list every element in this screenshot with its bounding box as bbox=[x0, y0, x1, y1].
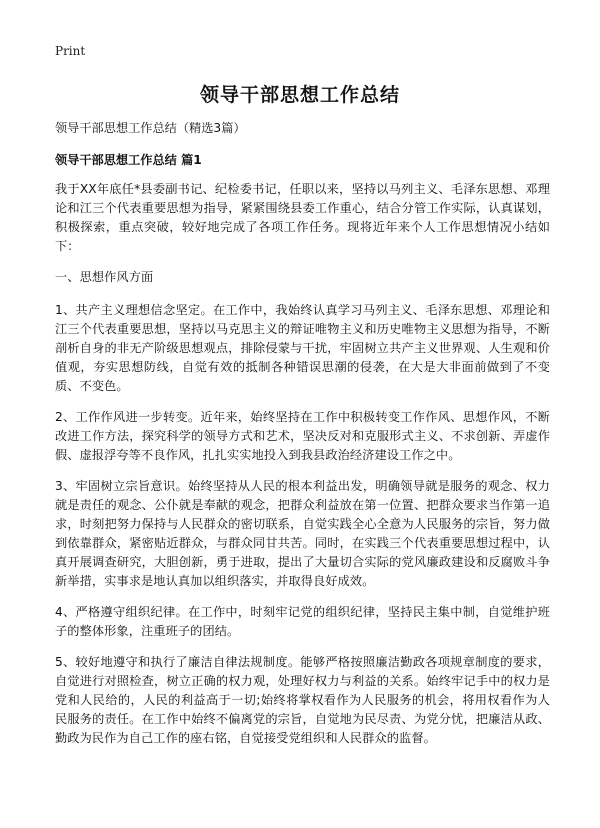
document-body bbox=[55, 118, 550, 760]
section-heading: 领导干部思想工作总结 篇1 bbox=[55, 153, 202, 167]
document-subtitle: 领导干部思想工作总结（精选3篇） bbox=[55, 121, 246, 135]
paragraph-item-5: 5、较好地遵守和执行了廉洁自律法规制度。能够严格按照廉洁勤政各项规章制度的要求，自觉进行对照检查，树立正确的权力观，处理好权力与利益的关系。始终牢记手中的权力是党和人民给的，人民的利益高于一切;始终将掌权看作为人民服务的机会，将用权看作为人民服务的责任。在工作中始终不偏离党的宗旨，自觉地为民尽责、为党分忧，把廉洁从政、勤政为民作为自己工作的座右铭，自觉接受党组织和人民群众的监督。 bbox=[55, 655, 550, 745]
paragraph-item-3: 3、牢固树立宗旨意识。始终坚持从人民的根本利益出发，明确领导就是服务的观念、权力就是责任的观念、公仆就是奉献的观念，把群众利益放在第一位置、把群众要求当作第一追求，时刻把努力保持与人民群众的密切联系，自觉实践全心全意为人民服务的宗旨，努力做到依靠群众，紧密贴近群众，与群众同甘共苦。同时，在实践三个代表重要思想过程中，认真开展调查研究，大胆创新，勇于进取，提出了大量切合实际的党风廉政建设和反腐败斗争新举措，实事求是地认真加以组织落实，并取得良好成效。 bbox=[55, 479, 550, 588]
paragraph-heading-thought-style: 一、思想作风方面 bbox=[55, 270, 154, 284]
page-title: 领导干部思想工作总结 bbox=[199, 84, 400, 106]
paragraph-item-4: 4、严格遵守组织纪律。在工作中，时刻牢记党的组织纪律，坚持民主集中制，自觉维护班子的整体形象，注重班子的团结。 bbox=[55, 605, 550, 638]
paragraph-item-2: 2、工作作风进一步转变。近年来，始终坚持在工作中积极转变工作作风、思想作风，不断改进工作方法，探究科学的领导方式和艺术，坚决反对和克服形式主义、不求创新、弄虚作假、虚报浮夸等不良作风，扎扎实实地投入到我县政治经济建设工作之中。 bbox=[55, 410, 550, 462]
paragraph-item-1: 1、共产主义理想信念坚定。在工作中，我始终认真学习马列主义、毛泽东思想、邓理论和江三个代表重要思想，坚持以马克思主义的辩证唯物主义和历史唯物主义思想为指导，不断剖析自身的非无产阶级思想观点，排除侵蒙与干扰，牢固树立共产主义世界观、人生观和价值观，夯实思想防线，自觉有效的抵制各种错误思潮的侵袭，在大是大非面前做到了不变质、不变色。 bbox=[55, 303, 550, 393]
paragraph-intro: 我于XX年底任*县委副书记、纪检委书记，任职以来，坚持以马列主义、毛泽东思想、邓理论和江三个代表重要思想为指导，紧紧围绕县委工作重心，结合分管工作实际，认真谋划，积极探索，重点突破，较好地完成了各项工作任务。现将近年来个人工作思想情况小结如下： bbox=[55, 182, 550, 253]
print-label[interactable]: Print bbox=[55, 44, 86, 58]
